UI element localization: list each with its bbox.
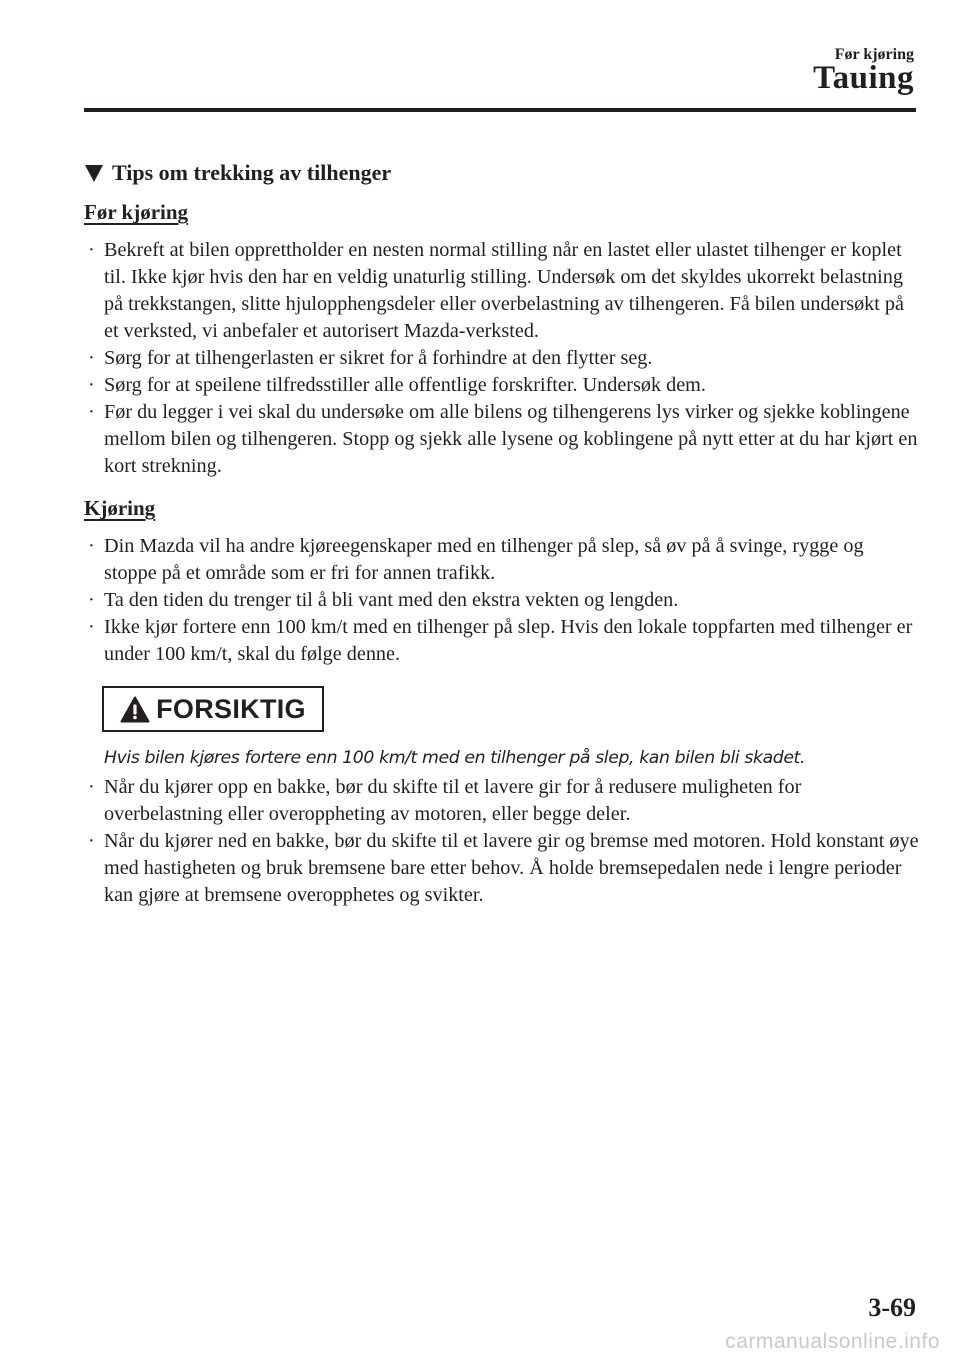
bullet-glyph: · — [88, 776, 95, 798]
page-number: 3-69 — [868, 1293, 916, 1322]
driving-list-continued — [84, 774, 920, 909]
bullet-glyph: · — [88, 239, 95, 261]
header-section-label: Før kjøring — [834, 46, 914, 63]
list-item: · Når du kjører ned en bakke, bør du skifte til et lavere gir og bremse med motoren. Hold konstant øye med hastigheten og bruk bremsene bare etter behov. Å holde bremsepedalen nede i lengre perioder kan gjøre at bremsene overopphetes og svikter. — [88, 830, 919, 906]
list-item: · Din Mazda vil ha andre kjøreegenskaper med en tilhenger på slep, så øv på å svinge, rygge og stoppe på et område som er fri for annen trafikk. — [88, 535, 864, 584]
triangle-down-icon — [84, 163, 104, 183]
bullet-glyph: · — [88, 347, 95, 369]
bullet-glyph: · — [88, 401, 95, 423]
subheading-driving: Kjøring — [84, 496, 156, 520]
bullet-glyph: · — [88, 830, 95, 852]
list-item: · Sørg for at tilhengerlasten er sikret for å forhindre at den flytter seg. — [84, 345, 920, 372]
caution-box — [102, 686, 324, 732]
bullet-glyph: · — [88, 616, 95, 638]
section-heading-text: Tips om trekking av tilhenger — [112, 160, 392, 185]
caution-label: FORSIKTIG — [156, 693, 306, 724]
section-heading — [84, 160, 920, 186]
list-item: · Når du kjører opp en bakke, bør du skifte til et lavere gir for å redusere muligheten for overbelastning eller overoppheting av motoren, eller begge deler. — [88, 776, 802, 825]
subheading-before-driving: Før kjøring — [84, 200, 189, 224]
bullet-glyph: · — [88, 535, 95, 557]
before-driving-list — [84, 237, 920, 480]
driving-list — [84, 533, 920, 668]
caution-text: Hvis bilen kjøres fortere enn 100 km/t med en tilhenger på slep, kan bilen bli skadet. — [104, 748, 806, 768]
bullet-glyph: · — [88, 589, 95, 611]
header-divider — [84, 108, 916, 112]
list-item: · Før du legger i vei skal du undersøke om alle bilens og tilhengerens lys virker og sjekke koblingene mellom bilen og tilhengeren. Stopp og sjekk alle lysene og koblingene på nytt etter at du har kjørt en kort strekning. — [88, 401, 918, 477]
list-item: · Bekreft at bilen opprettholder en nesten normal stilling når en lastet eller ulastet tilhenger er koplet til. Ikke kjør hvis den har en veldig unaturlig stilling. Undersøk om det skyldes ukorrekt belastning på trekkstangen, slitte hjulopphengsdeler eller overbelastning av tilhengeren. Få bilen undersøkt på et verksted, vi anbefaler et autorisert Mazda-verksted. — [88, 239, 904, 342]
warning-icon — [120, 696, 150, 723]
bullet-glyph: · — [88, 374, 95, 396]
list-item: · Sørg for at speilene tilfredsstiller alle offentlige forskrifter. Undersøk dem. — [84, 372, 920, 399]
main-content — [84, 160, 920, 925]
watermark: carmanualsonline.info — [725, 1330, 940, 1353]
page-title: Tauing — [813, 60, 914, 96]
list-item: · Ta den tiden du trenger til å bli vant med den ekstra vekten og lengden. — [84, 587, 920, 614]
list-item: · Ikke kjør fortere enn 100 km/t med en tilhenger på slep. Hvis den lokale toppfarten med tilhenger er under 100 km/t, skal du følge denne. — [88, 616, 913, 665]
